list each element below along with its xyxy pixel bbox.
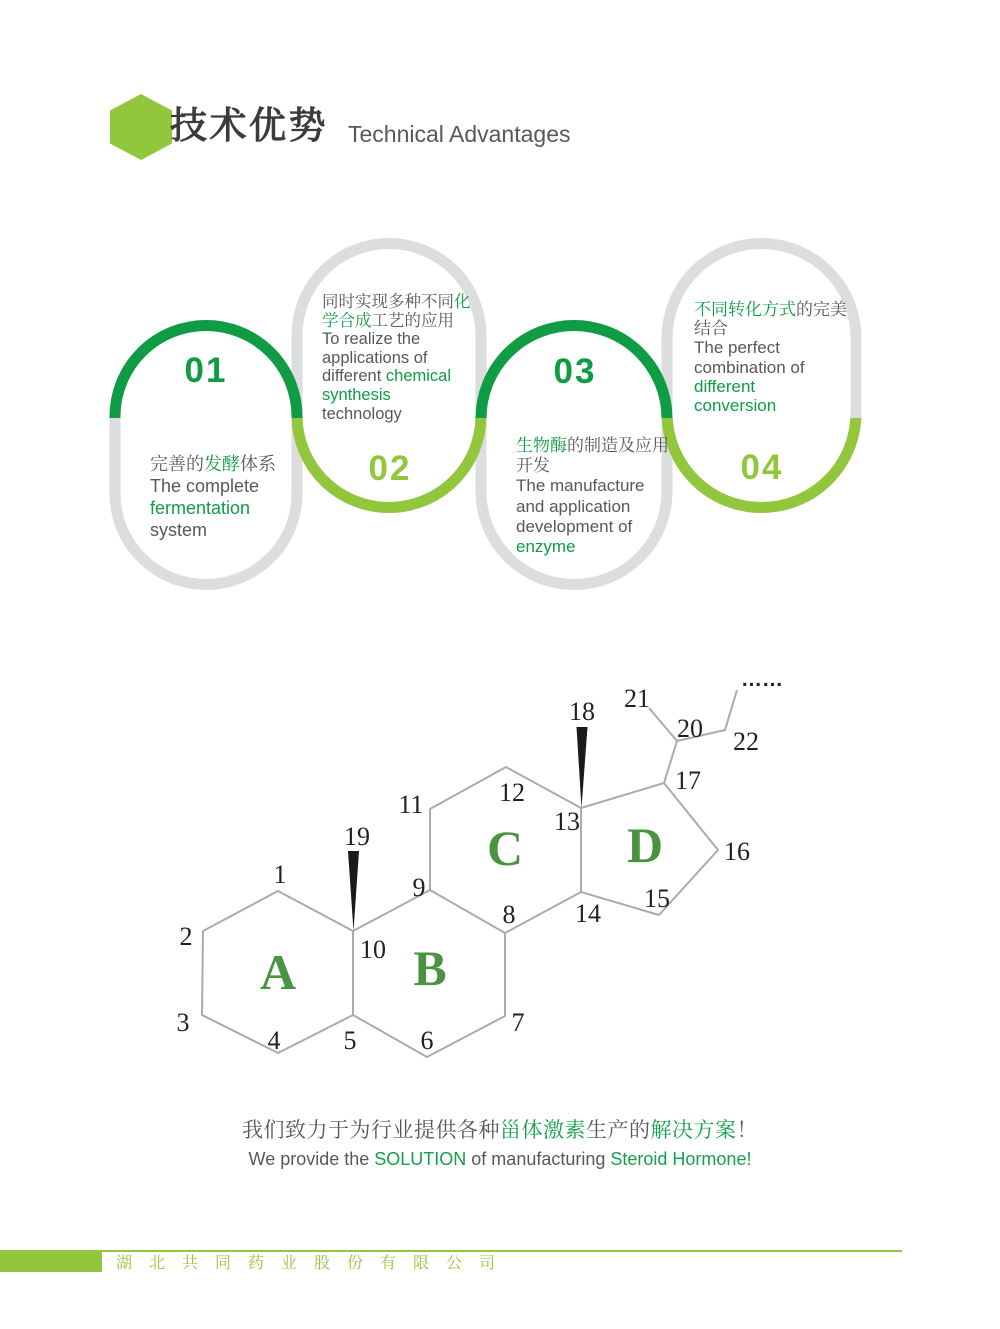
text-line <box>322 293 471 312</box>
highlighted-text: 学合成 <box>322 311 372 330</box>
highlighted-text: conversion <box>694 396 777 416</box>
text-line <box>150 497 276 519</box>
atom-label-4: 4 <box>267 1026 281 1055</box>
atom-label-17: 17 <box>675 766 701 795</box>
step-text-04 <box>694 300 847 415</box>
plain-text: applications of <box>322 348 428 367</box>
plain-text: The manufacture <box>516 476 645 496</box>
step-text-03 <box>516 436 669 557</box>
plain-text: 完善的 <box>150 454 204 474</box>
text-line <box>516 436 669 456</box>
atom-label-18: 18 <box>569 697 595 726</box>
step-number-03: 03 <box>553 352 597 391</box>
atom-label-2: 2 <box>179 922 193 951</box>
highlighted-text: chemical <box>385 367 452 386</box>
highlighted-text: enzyme <box>516 537 576 557</box>
text-line <box>322 349 471 368</box>
text-line <box>0 1117 1000 1145</box>
highlighted-text: fermentation <box>150 498 251 518</box>
plain-text: and application <box>516 496 631 516</box>
step-number-02: 02 <box>368 449 412 488</box>
atom-label-5: 5 <box>343 1026 357 1055</box>
highlighted-text: 发酵 <box>204 454 240 474</box>
text-line <box>694 396 847 415</box>
text-line <box>694 338 847 357</box>
plain-text: 结合 <box>694 319 728 339</box>
plain-text: 我们致力于为行业提供各种 <box>242 1119 500 1142</box>
plain-text: development of <box>516 516 633 536</box>
highlighted-text: SOLUTION <box>374 1149 467 1169</box>
plain-text: 的完美 <box>796 300 847 319</box>
wedge-bond-19 <box>348 851 359 931</box>
atom-label-8: 8 <box>502 900 516 929</box>
highlighted-text: synthesis <box>322 385 391 404</box>
plain-text: We provide the <box>248 1149 375 1169</box>
ring-letter-C: C <box>486 820 524 876</box>
text-line <box>694 377 847 396</box>
text-line <box>322 330 471 349</box>
text-line <box>694 319 847 338</box>
plain-text: 生产的 <box>586 1119 651 1142</box>
plain-text: To realize the <box>322 330 421 349</box>
highlighted-text: different <box>694 376 756 396</box>
atom-label-19: 19 <box>344 822 370 851</box>
atom-label-10: 10 <box>360 935 386 964</box>
text-line <box>322 367 471 386</box>
atom-label-16: 16 <box>724 837 750 866</box>
ring-letter-B: B <box>413 940 447 996</box>
text-line <box>322 386 471 405</box>
plain-text: 同时实现多种不同 <box>322 293 454 311</box>
chain-ellipsis: …… <box>741 668 783 691</box>
atom-label-12: 12 <box>499 778 525 807</box>
atom-label-20: 20 <box>677 714 703 743</box>
text-line <box>694 358 847 377</box>
plain-text: ！ <box>736 1119 758 1142</box>
highlighted-text: Steroid Hormone! <box>610 1149 752 1169</box>
page-title: 技术优势 <box>170 105 328 146</box>
plain-text: different <box>322 367 386 386</box>
plain-text: The perfect <box>694 338 780 358</box>
step-text-01 <box>150 453 276 541</box>
highlighted-text: 化 <box>454 293 471 311</box>
wedge-bond-18 <box>577 727 588 808</box>
atom-label-3: 3 <box>176 1008 190 1037</box>
text-line <box>694 300 847 319</box>
text-line <box>516 537 669 557</box>
atom-label-22: 22 <box>733 727 759 756</box>
text-line <box>150 453 276 475</box>
wedge-bonds <box>348 727 588 931</box>
text-line <box>516 517 669 537</box>
plain-text: 体系 <box>240 454 276 474</box>
atom-label-7: 7 <box>511 1008 525 1037</box>
plain-text: system <box>150 520 208 540</box>
step-number-04: 04 <box>740 448 784 487</box>
highlighted-text: 不同转化方式 <box>694 300 796 319</box>
atom-label-1: 1 <box>273 860 287 889</box>
atom-label-13: 13 <box>554 807 580 836</box>
footer-divider-line <box>0 1250 902 1252</box>
text-line <box>516 476 669 496</box>
atom-label-6: 6 <box>420 1026 434 1055</box>
text-line <box>516 456 669 476</box>
atom-label-14: 14 <box>575 899 601 928</box>
plain-text: technology <box>322 404 402 423</box>
text-line <box>322 405 471 424</box>
text-line <box>0 1147 1000 1171</box>
atom-label-11: 11 <box>398 790 424 819</box>
footer-company-name: 湖北共同药业股份有限公司 <box>116 1255 513 1272</box>
highlighted-text: 解决方案 <box>650 1119 737 1142</box>
step-number-01: 01 <box>184 351 228 390</box>
text-line <box>516 497 669 517</box>
text-line <box>150 475 276 497</box>
plain-text: The complete <box>150 476 260 496</box>
ring-letter-D: D <box>626 817 664 873</box>
plain-text: of manufacturing <box>466 1149 611 1169</box>
plain-text: 开发 <box>516 456 550 476</box>
ring-letter-A: A <box>259 944 297 1000</box>
step-text-02 <box>322 293 471 423</box>
plain-text: 工艺的应用 <box>371 311 454 330</box>
atom-label-21: 21 <box>624 684 650 713</box>
atom-label-15: 15 <box>644 884 670 913</box>
text-line <box>150 519 276 541</box>
text-line <box>322 312 471 331</box>
tagline <box>0 1117 1000 1171</box>
footer-green-block <box>0 1252 102 1272</box>
plain-text: 的制造及应用 <box>567 436 669 455</box>
page-subtitle: Technical Advantages <box>348 121 571 147</box>
plain-text: combination of <box>694 357 805 377</box>
atom-label-9: 9 <box>412 873 426 902</box>
highlighted-text: 甾体激素 <box>500 1119 586 1142</box>
highlighted-text: 生物酶 <box>516 436 567 455</box>
